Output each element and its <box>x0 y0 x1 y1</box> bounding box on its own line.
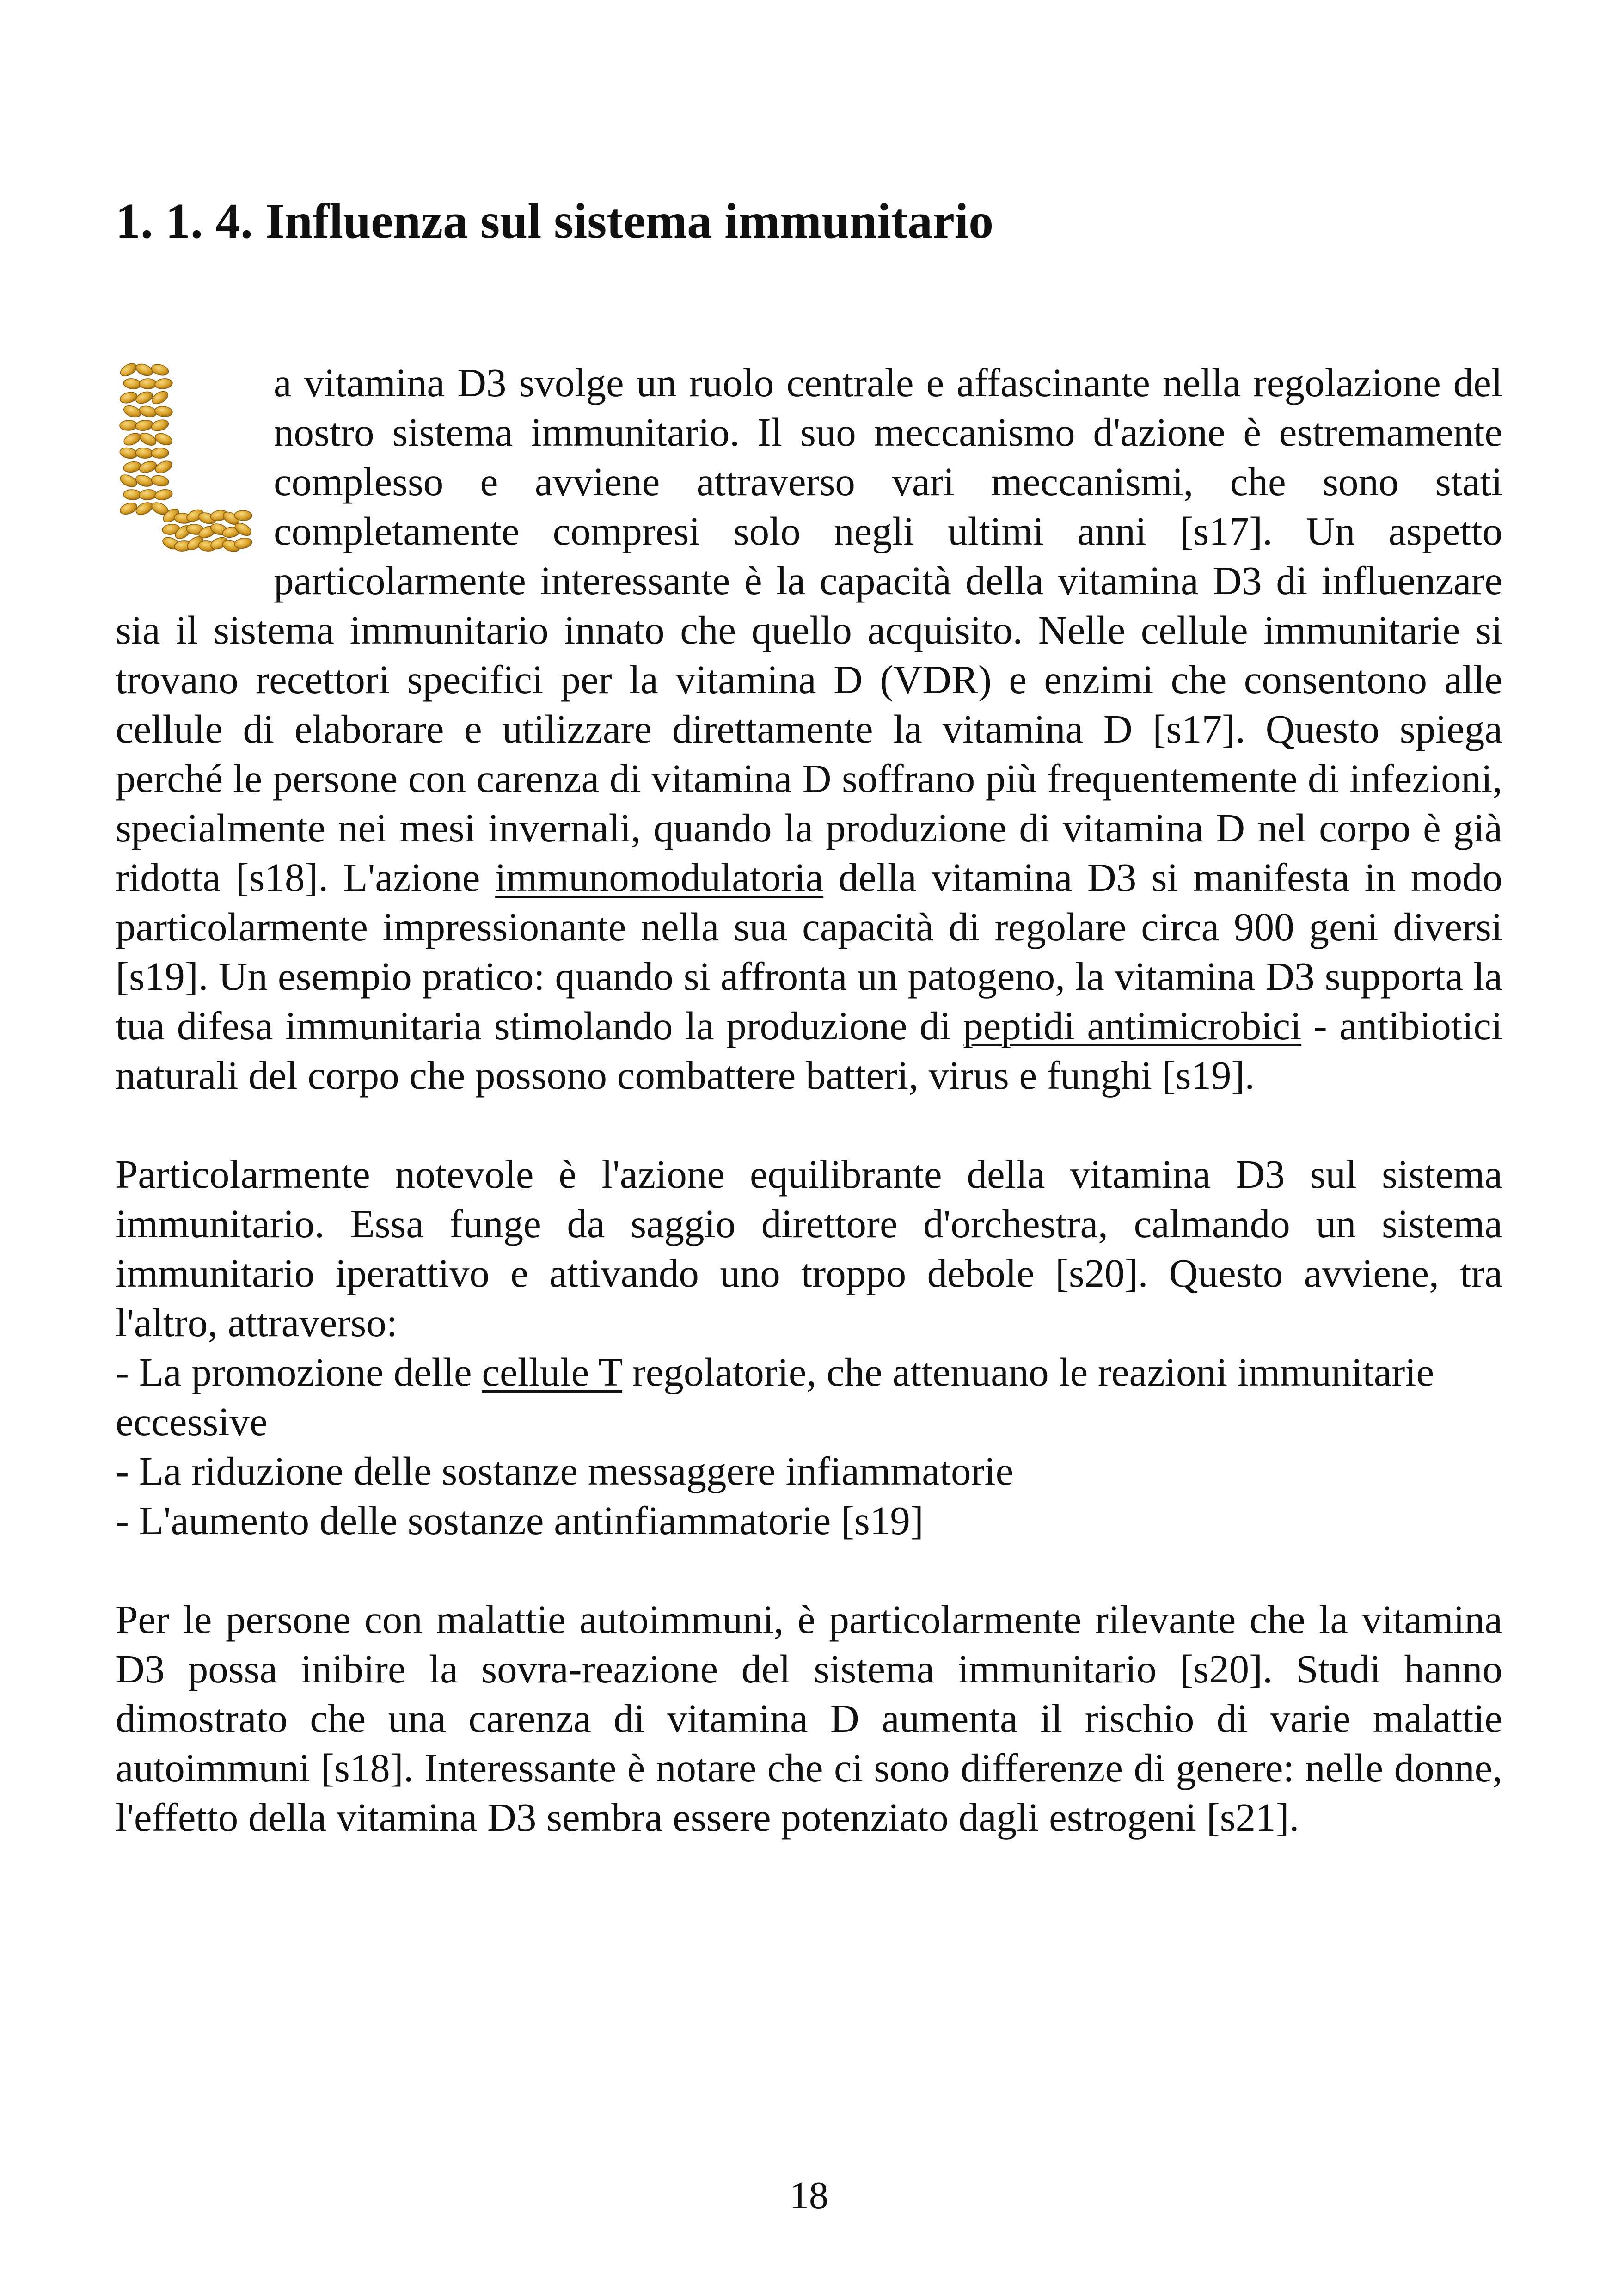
capsule-shape <box>134 362 154 378</box>
list-item-2: - La riduzione delle sostanze messaggere infiammatorie <box>116 1449 1014 1493</box>
capsule-shape <box>150 362 170 377</box>
capsule-shape <box>122 431 142 448</box>
capsule-shape <box>134 389 154 405</box>
capsule-shape <box>118 473 139 489</box>
capsule-shape <box>123 489 141 500</box>
capsule-shape <box>134 500 154 517</box>
paragraph-1-text-c: - antibiotici naturali del corpo che possono combattere batteri, virus e funghi [s19]. <box>116 1003 1502 1098</box>
term-immunomodulatoria-link[interactable]: immunomodulatoria <box>495 855 824 900</box>
list-item-1-text-b: regolatorie, che attenuano le reazioni immunitarie eccessive <box>116 1350 1434 1444</box>
page-number: 18 <box>790 2174 828 2217</box>
capsule-shape <box>118 501 138 516</box>
capsule-shape <box>150 418 170 433</box>
paragraph-1 <box>116 358 1502 1842</box>
paragraph-1-text-b: della vitamina D3 si manifesta in modo particolarmente impressionante nella sua capacità di regolare circa 900 geni diversi [s19]. Un esempio pratico: quando si affronta un patogeno, la vitamina D3 supporta la tua difesa immunitaria stimolando la produzione di <box>116 855 1502 1048</box>
capsule-shape <box>153 431 173 447</box>
capsule-shape <box>139 489 157 501</box>
list-item-3: - L'aumento delle sostanze antinfiammatorie [s19] <box>116 1498 924 1543</box>
section-heading: 1. 1. 4. Influenza sul sistema immunitario <box>116 194 994 249</box>
capsule-shape <box>119 390 139 405</box>
capsule-shape <box>135 447 153 459</box>
term-peptidi-antimicrobici-link[interactable]: peptidi antimicrobici <box>963 1003 1302 1048</box>
capsule-shape <box>138 460 158 475</box>
capsule-shape <box>120 420 138 430</box>
paragraph-2-intro: Particolarmente notevole è l'azione equilibrante della vitamina D3 sul sistema immunitario. Essa funge da saggio direttore d'orchestra, calmando un sistema immunitario iperattivo e attivando uno troppo debole [s20]. Questo avviene, tra l'altro, attraverso: <box>116 1152 1502 1345</box>
capsule-shape <box>154 405 173 417</box>
capsule-shape <box>135 419 154 432</box>
capsule-shape <box>139 379 157 389</box>
paragraph-3: Per le persone con malattie autoimmuni, è particolarmente rilevante che la vitamina D3 possa inibire la sovra-reazione del sistema immunitario [s20]. Studi hanno dimostrato che una carenza di vitamina D aumenta il rischio di varie malattie autoimmuni [s18]. Interessante è notare che ci sono differenze di genere: nelle donne, l'effetto della vitamina D3 sembra essere potenziato dagli estrogeni [s21]. <box>116 1597 1502 1840</box>
capsule-shape <box>150 474 170 487</box>
paragraph-1-text-a: a vitamina D3 svolge un ruolo centrale e affascinante nella regolazione del nostro sistema immunitario. Il suo meccanismo d'azione è estremamente complesso e avviene attraverso vari meccanismi, che sono stati completamente compresi solo negli ultimi anni [s17]. Un aspetto particolarmente interessante è la capacità della vitamina D3 di influenzare sia il sistema immunitario innato che quello acquisito. Nelle cellule immunitarie si trovano recettori specifici per la vitamina D (VDR) e enzimi che consentono alle cellule di elaborare e utilizzare direttamente la vitamina D [s17]. Questo spiega perché le persone con carenza di vitamina D soffrano più frequentemente di infezioni, specialmente nei mesi invernali, quando la produzione di vitamina D nel corpo è già ridotta [s18]. L'azione <box>116 360 1502 900</box>
paragraph-gap <box>116 1545 1502 1595</box>
paragraph-2 <box>116 1149 1502 1545</box>
capsule-shape <box>138 430 158 448</box>
capsule-shape <box>123 460 141 474</box>
capsule-shape <box>154 488 173 502</box>
capsule-shape <box>150 389 170 406</box>
capsule-shape <box>118 361 139 379</box>
capsule-shape <box>154 378 173 390</box>
capsule-shape <box>123 378 141 390</box>
capsule-shape <box>151 448 169 458</box>
capsule-shape <box>153 459 174 475</box>
capsule-shape <box>234 510 252 521</box>
term-cellule-t-link[interactable]: cellule T <box>482 1350 622 1394</box>
paragraph-gap <box>116 1100 1502 1149</box>
list-item-1 <box>116 1347 1502 1446</box>
list-item-1-text-a: - La promozione delle <box>116 1350 482 1394</box>
dropcap-capsule-letter-icon <box>116 361 259 559</box>
